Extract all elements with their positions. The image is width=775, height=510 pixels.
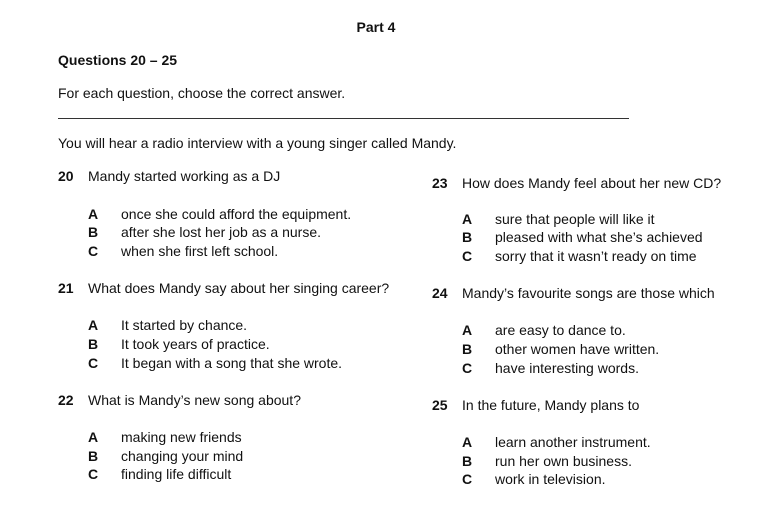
question-21-option-a[interactable]	[88, 317, 247, 333]
instruction-text: For each question, choose the correct answer.	[58, 85, 346, 101]
option-text: have interesting words.	[495, 360, 639, 376]
question-number: 23	[432, 175, 448, 191]
option-letter: B	[462, 229, 473, 245]
question-24	[432, 285, 715, 301]
question-25-option-a[interactable]	[462, 434, 651, 450]
option-letter: A	[462, 322, 473, 338]
option-letter: C	[462, 471, 473, 487]
option-text: other women have written.	[495, 341, 660, 357]
option-letter: B	[88, 224, 99, 240]
option-text: It started by chance.	[121, 317, 248, 333]
question-24-option-c[interactable]	[462, 360, 639, 376]
option-text: changing your mind	[121, 448, 244, 464]
question-20	[58, 168, 280, 184]
question-22-option-c[interactable]	[88, 466, 231, 482]
question-text: How does Mandy feel about her new CD?	[462, 175, 722, 191]
question-24-option-a[interactable]	[462, 322, 626, 338]
option-letter: B	[88, 336, 99, 352]
option-letter: A	[88, 429, 99, 445]
question-text: Mandy’s favourite songs are those which	[462, 285, 715, 301]
question-text: Mandy started working as a DJ	[88, 168, 281, 184]
cut-off-text-line	[58, 500, 358, 510]
option-text: sorry that it wasn’t ready on time	[495, 248, 697, 264]
question-number: 22	[58, 392, 74, 408]
option-letter: C	[462, 360, 473, 376]
question-21	[58, 280, 389, 296]
option-letter: B	[88, 448, 99, 464]
question-22	[58, 392, 301, 408]
option-text: It took years of practice.	[121, 336, 270, 352]
question-20-option-a[interactable]	[88, 206, 351, 222]
option-text: sure that people will like it	[495, 211, 655, 227]
divider-line	[58, 118, 629, 119]
question-25-option-b[interactable]	[462, 453, 632, 469]
question-number: 20	[58, 168, 74, 184]
option-text: It began with a song that she wrote.	[121, 355, 343, 371]
option-letter: A	[88, 206, 99, 222]
option-text: when she first left school.	[121, 243, 279, 259]
question-21-option-b[interactable]	[88, 336, 270, 352]
question-20-option-c[interactable]	[88, 243, 278, 259]
option-text: making new friends	[121, 429, 242, 445]
question-22-option-a[interactable]	[88, 429, 242, 445]
question-text: What is Mandy’s new song about?	[88, 392, 301, 408]
option-letter: A	[462, 434, 473, 450]
option-letter: B	[462, 453, 473, 469]
option-letter: C	[88, 243, 99, 259]
question-23	[432, 175, 721, 191]
question-23-option-b[interactable]	[462, 229, 703, 245]
option-letter: C	[88, 355, 99, 371]
questions-range-heading: Questions 20 – 25	[58, 52, 178, 68]
option-text: pleased with what she’s achieved	[495, 229, 703, 245]
question-21-option-c[interactable]	[88, 355, 342, 371]
question-number: 25	[432, 397, 448, 413]
question-22-option-b[interactable]	[88, 448, 243, 464]
option-text: learn another instrument.	[495, 434, 651, 450]
option-text: run her own business.	[495, 453, 632, 469]
question-23-option-c[interactable]	[462, 248, 697, 264]
option-text: after she lost her job as a nurse.	[121, 224, 321, 240]
option-text: finding life difficult	[121, 466, 232, 482]
option-letter: A	[462, 211, 473, 227]
question-24-option-b[interactable]	[462, 341, 659, 357]
option-letter: B	[462, 341, 473, 357]
option-letter: A	[88, 317, 99, 333]
option-text: are easy to dance to.	[495, 322, 626, 338]
question-number: 24	[432, 285, 448, 301]
option-letter: C	[88, 466, 99, 482]
question-20-option-b[interactable]	[88, 224, 321, 240]
question-25-option-c[interactable]	[462, 471, 606, 487]
question-23-option-a[interactable]	[462, 211, 655, 227]
option-text: work in television.	[495, 471, 606, 487]
intro-text: You will hear a radio interview with a young singer called Mandy.	[58, 135, 457, 151]
option-letter: C	[462, 248, 473, 264]
question-number: 21	[58, 280, 74, 296]
part-title: Part 4	[356, 19, 396, 35]
option-text: once she could afford the equipment.	[121, 206, 352, 222]
question-25	[432, 397, 639, 413]
question-text: What does Mandy say about her singing career?	[88, 280, 390, 296]
question-text: In the future, Mandy plans to	[462, 397, 640, 413]
